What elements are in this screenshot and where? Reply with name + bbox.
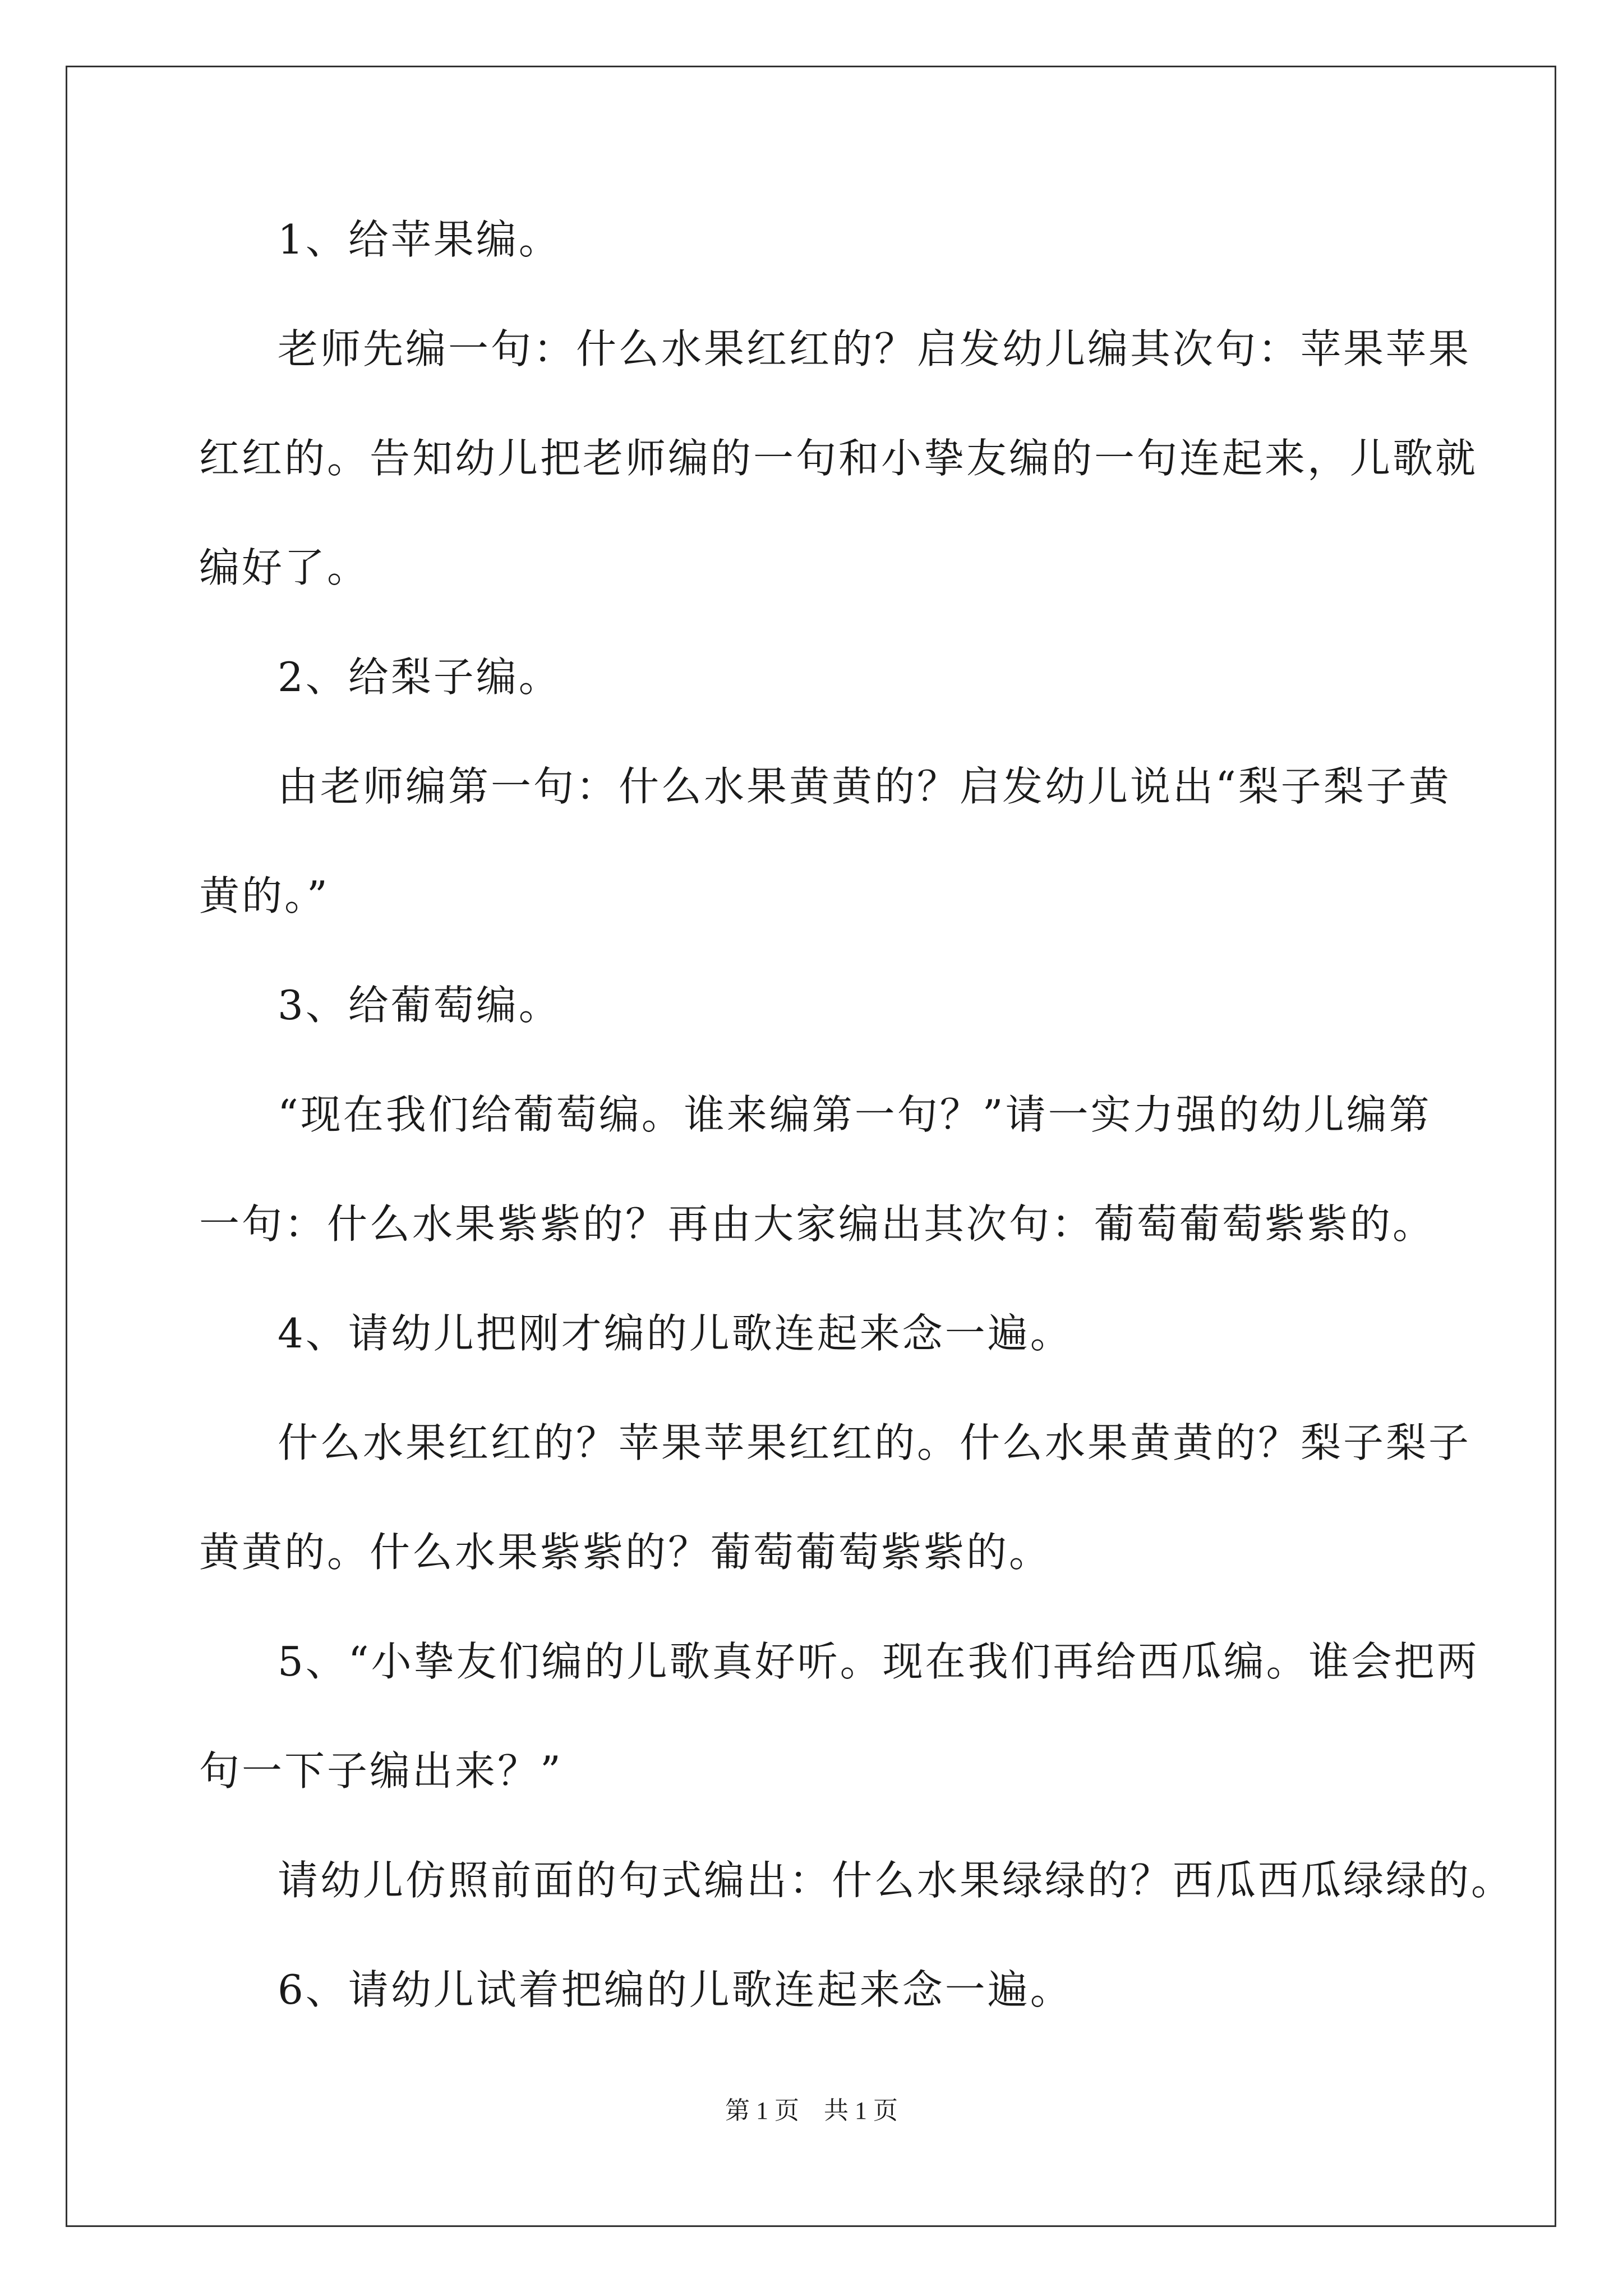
page-number-footer: 第 1 页 共 1 页 [725,2097,898,2124]
paragraph-step-3: 3、给葡萄编。 [278,982,561,1029]
paragraph-line: 黄的。” [199,872,330,919]
paragraph-line: 黄黄的。什么水果紫紫的？葡萄葡萄紫紫的。 [199,1529,1052,1576]
paragraph-line: 什么水果红红的？苹果苹果红红的。什么水果黄黄的？梨子梨子 [278,1419,1472,1466]
paragraph-line: 老师先编一句：什么水果红红的？启发幼儿编其次句：苹果苹果 [278,325,1472,372]
paragraph-step-2: 2、给梨子编。 [278,654,561,701]
paragraph-step-1: 1、给苹果编。 [278,216,561,263]
paragraph-line: 由老师编第一句：什么水果黄黄的？启发幼儿说出“梨子梨子黄 [278,763,1451,810]
paragraph-step-5: 5、“小挚友们编的儿歌真好听。现在我们再给西瓜编。谁会把两 [278,1638,1479,1685]
paragraph-line: 一句：什么水果紫紫的？再由大家编出其次句：葡萄葡萄紫紫的。 [199,1200,1436,1248]
paragraph-step-6: 6、请幼儿试着把编的儿歌连起来念一遍。 [278,1966,1073,2013]
paragraph-line: 编好了。 [199,544,370,591]
paragraph-step-4: 4、请幼儿把刚才编的儿歌连起来念一遍。 [278,1310,1073,1357]
paragraph-line: “现在我们给葡萄编。谁来编第一句？”请一实力强的幼儿编第 [278,1091,1432,1138]
paragraph-line: 句一下子编出来？” [199,1747,563,1795]
paragraph-line: 红红的。告知幼儿把老师编的一句和小挚友编的一句连起来，儿歌就 [199,435,1478,482]
paragraph-line: 请幼儿仿照前面的句式编出：什么水果绿绿的？西瓜西瓜绿绿的。 [278,1857,1514,1904]
